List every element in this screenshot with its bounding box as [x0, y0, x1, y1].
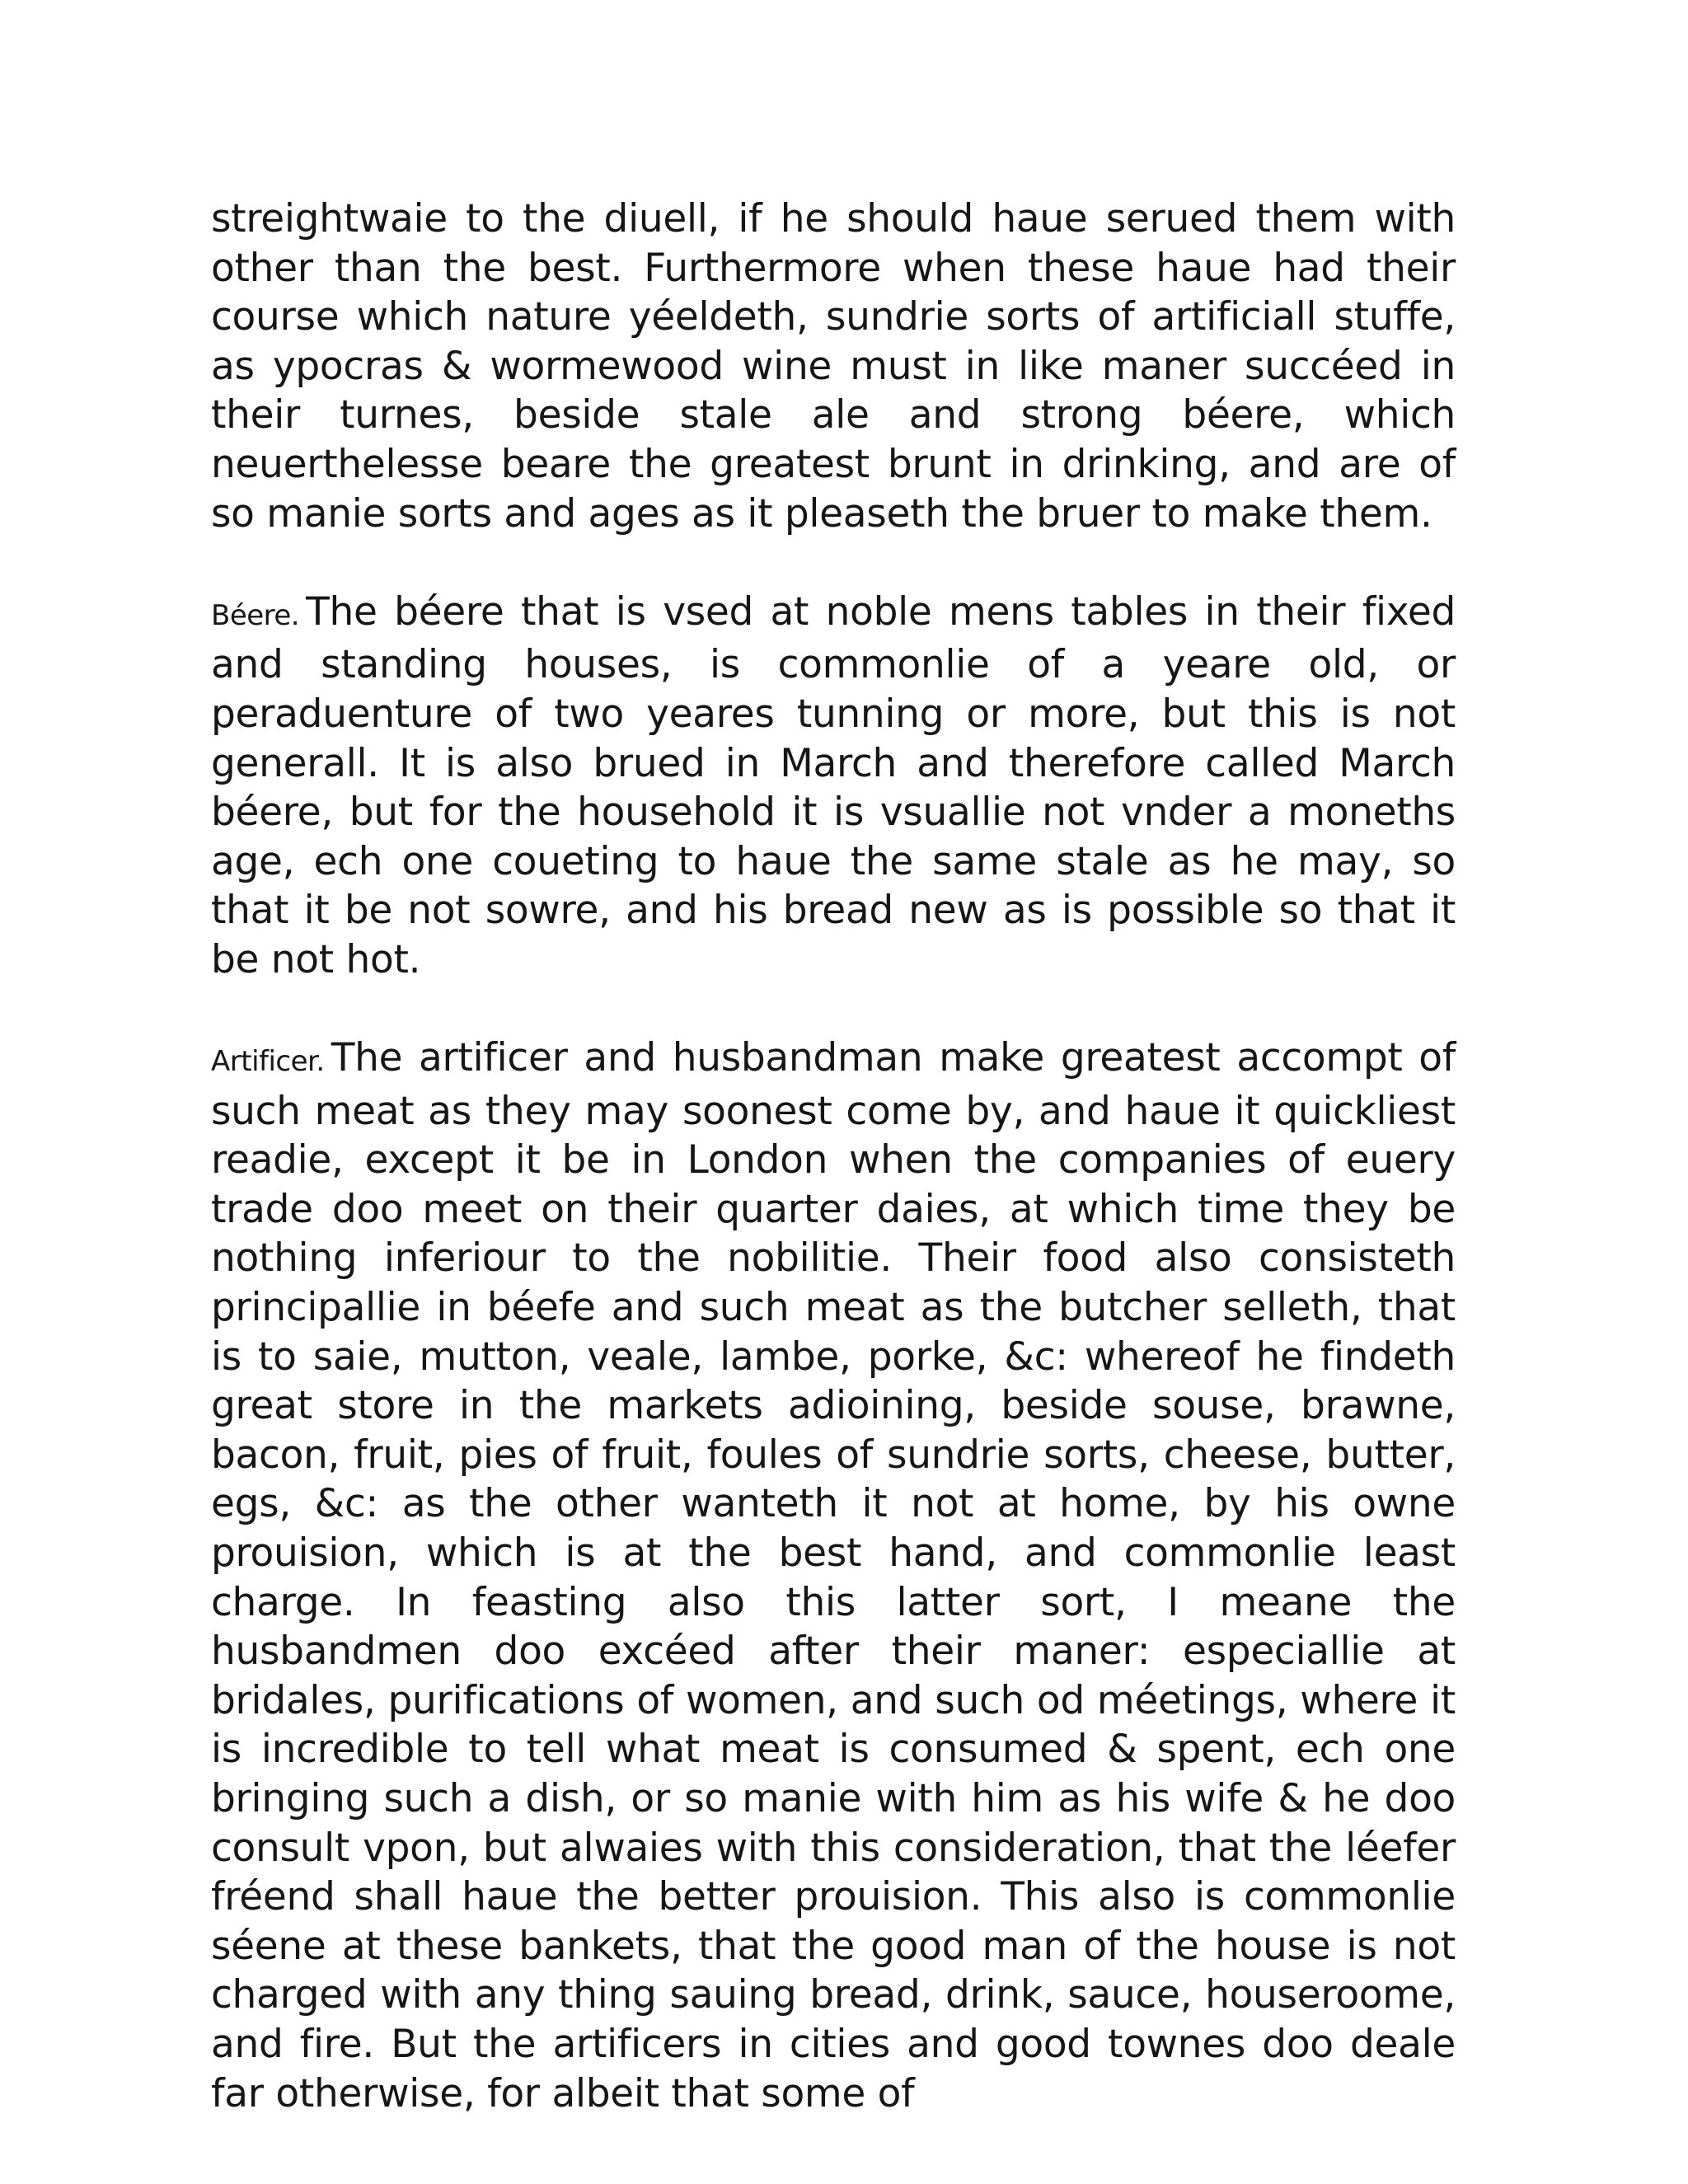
margin-note-beere: Béere. [211, 598, 300, 632]
paragraph-text: The béere that is vsed at noble mens tables in their fixed and standing houses, is commonlie of a yeare old, or peraduenture of two yeares tunning or more, but this is not generall. It is also brued in March and therefore called March béere, but for the household it is vsuallie not vnder a moneths age, ech one coueting to haue the same stale as he may, so that it be not sowre, and his bread new as is possible so that it be not hot. [211, 588, 1456, 982]
document-page [211, 194, 1456, 2118]
margin-note-artificer: Artificer. [211, 1045, 325, 1079]
paragraph-text: streightwaie to the diuell, if he should haue serued them with other than the best. Furthermore when these haue had their course which nature yéeldeth, sundrie sorts of artificiall stuffe, as ypocras & wormewood wine must in like maner succéed in their turnes, beside stale ale and strong béere, which neuerthelesse beare the greatest brunt in drinking, and are of so manie sorts and ages as it pleaseth the bruer to make them. [211, 196, 1456, 537]
paragraph-drink-continuation [211, 194, 1456, 538]
paragraph-artificer [211, 1033, 1456, 2118]
paragraph-beere [211, 588, 1456, 985]
paragraph-text: The artificer and husbandman make greatest accompt of such meat as they may soonest come by, and haue it quickliest readie, except it be in London when the companies of euery trade doo meet on their quarter daies, at which time they be nothing inferiour to the nobilitie. Their food also consisteth principallie in béefe and such meat as the butcher selleth, that is to saie, mutton, veale, lambe, porke, &c: whereof he findeth great store in the markets adioining, beside souse, brawne, bacon, fruit, pies of fruit, foules of sundrie sorts, cheese, butter, egs, &c: as the other wanteth it not at home, by his owne prouision, which is at the best hand, and commonlie least charge. In feasting also this latter sort, I meane the husbandmen doo excéed after their maner: especiallie at bridales, purifications of women, and such od méetings, where it is incredible to tell what meat is consumed & spent, ech one bringing such a dish, or so manie with him as his wife & he doo consult vpon, but alwaies with this consideration, that the léefer fréend shall haue the better prouision. This also is commonlie séene at these bankets, that the good man of the house is not charged with any thing sauing bread, drink, sauce, houseroome, and fire. But the artificers in cities and good townes doo deale far otherwise, for albeit that some of [211, 1035, 1456, 2116]
